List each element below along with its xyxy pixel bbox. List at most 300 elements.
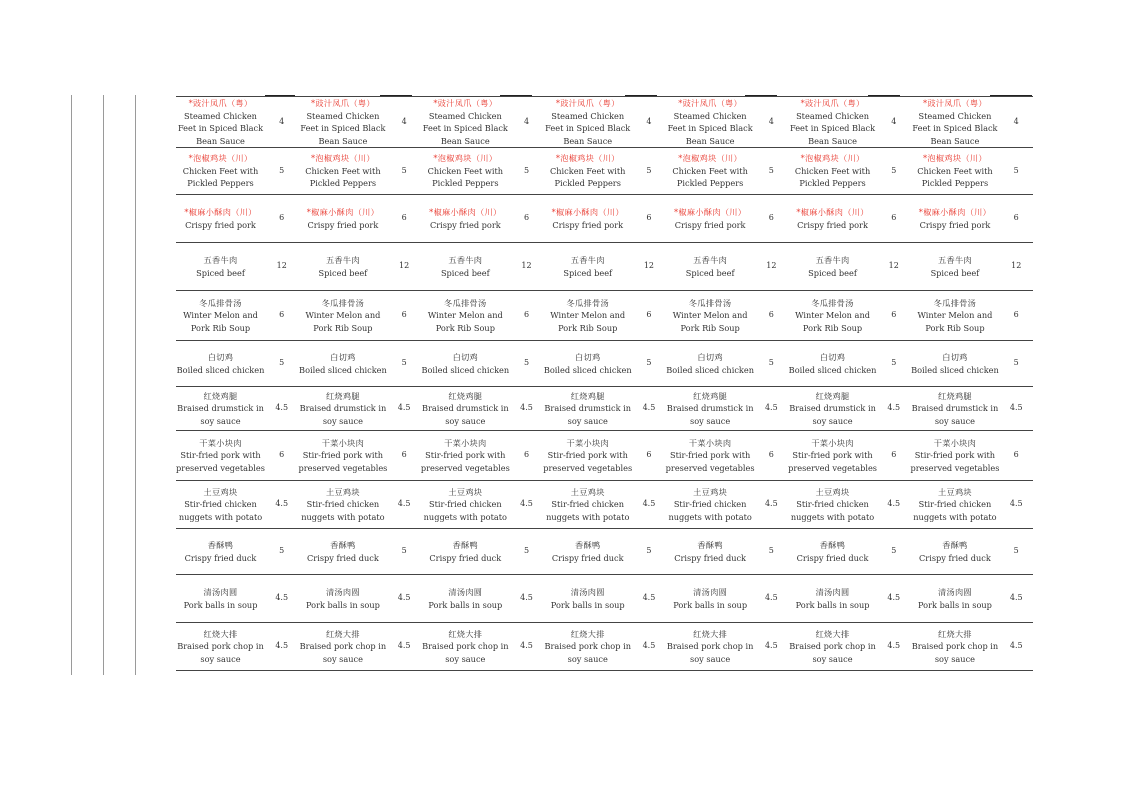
dish-name-en: Crispy fried pork (429, 219, 501, 230)
dish-price: 4.5 (1009, 593, 1023, 603)
dish-price: 6 (401, 450, 407, 460)
dish-name-en: Braised drumstick in soy sauce (299, 403, 387, 426)
dish-name-zh: *泡椒鸡块（川） (800, 153, 865, 164)
dish-name-zh: 干菜小块肉 (933, 437, 977, 448)
dish-name-zh: 香酥鸭 (819, 540, 846, 550)
dish-cell (421, 341, 510, 387)
dish-cell (543, 97, 632, 148)
menu-row (176, 481, 1033, 529)
dish-name-en: Braised drumstick in soy sauce (544, 403, 632, 426)
menu-row (176, 575, 1033, 623)
dish-price: 6 (646, 310, 652, 320)
dish-price: 4.5 (520, 641, 533, 651)
dish-price: 5 (279, 358, 285, 368)
dish-price: 6 (891, 213, 897, 223)
dish-price: 12 (521, 261, 532, 271)
dish-price: 5 (646, 165, 652, 175)
dish-name-en: Pork balls in soup (918, 599, 992, 610)
dish-name-en: Boiled sliced chicken (543, 364, 632, 375)
dish-cell (910, 195, 999, 243)
dish-name-en: Crispy fried pork (797, 219, 868, 230)
dish-name-zh: 白切鸡 (942, 352, 968, 362)
dish-cell (666, 623, 755, 671)
dish-name-zh: 干菜小块肉 (199, 437, 242, 448)
dish-name-zh: *椒麻小酥肉（川） (918, 207, 992, 217)
dish-cell (421, 575, 510, 623)
dish-name-en: Spiced beef (808, 267, 857, 278)
dish-name-en: Braised pork chop in soy sauce (666, 641, 754, 664)
dish-price: 6 (1013, 213, 1019, 223)
dish-name-en: Crispy fried duck (184, 552, 257, 563)
dish-cell (421, 97, 510, 148)
dish-name-zh: *椒麻小酥肉（川） (796, 207, 869, 217)
dish-name-en: Chicken Feet with Pickled Peppers (917, 165, 993, 189)
dish-name-en: Stir-fried pork with preserved vegetables (176, 450, 265, 473)
dish-cell (176, 529, 265, 575)
dish-price: 5 (1013, 546, 1019, 556)
dish-price: 12 (888, 261, 899, 271)
menu-row (176, 195, 1033, 243)
dish-cell (666, 529, 755, 575)
dish-name-en: Pork balls in soup (673, 599, 748, 610)
dish-cell (298, 623, 387, 671)
dish-price: 5 (891, 546, 897, 556)
dish-name-en: Winter Melon and Pork Rib Soup (305, 310, 381, 333)
dish-name-en: Stir-fried chicken nuggets with potato (423, 499, 507, 522)
dish-price: 12 (643, 261, 655, 271)
dish-name-zh: 红烧鸡腿 (937, 390, 972, 401)
dish-cell (788, 431, 877, 481)
dish-price: 5 (1013, 358, 1019, 368)
dish-name-en: Braised pork chop in soy sauce (177, 641, 264, 664)
dish-price: 6 (523, 450, 530, 460)
dish-price: 6 (646, 450, 652, 460)
dish-name-zh: *椒麻小酥肉（川） (673, 207, 747, 217)
dish-name-zh: 清汤肉圆 (203, 587, 238, 597)
dish-cell (298, 529, 387, 575)
dish-price: 4.5 (887, 499, 901, 509)
dish-cell (298, 575, 387, 623)
dish-price: 5 (279, 165, 285, 175)
dish-name-zh: 五香牛肉 (325, 255, 360, 265)
dish-price: 4.5 (397, 641, 411, 651)
dish-price: 4 (401, 116, 407, 126)
dish-name-en: Steamed Chicken Feet in Spiced Black Bean Sauce (667, 110, 753, 146)
dish-name-en: Steamed Chicken Feet in Spiced Black Bean Sauce (422, 110, 508, 146)
dish-cell (788, 341, 877, 387)
dish-name-zh: 白切鸡 (207, 352, 234, 362)
dish-cell (666, 341, 755, 387)
dish-name-en: Boiled sliced chicken (299, 364, 387, 375)
dish-cell (666, 243, 755, 291)
dish-name-zh: 土豆鸡块 (937, 486, 972, 497)
dish-name-zh: 冬瓜排骨汤 (688, 297, 732, 308)
dish-name-zh: 红烧大排 (325, 628, 360, 639)
dish-name-en: Stir-fried chicken nuggets with potato (913, 499, 997, 522)
dish-price: 12 (1011, 261, 1022, 271)
dish-name-zh: 冬瓜排骨汤 (933, 297, 977, 308)
dish-name-en: Braised drumstick in soy sauce (421, 403, 509, 426)
dish-cell (176, 341, 265, 387)
dish-name-zh: *豉汁凤爪（粤） (923, 98, 987, 108)
dish-cell (298, 243, 387, 291)
menu-row (176, 529, 1033, 575)
dish-price: 12 (399, 261, 410, 271)
dish-name-en: Chicken Feet with Pickled Peppers (305, 165, 381, 189)
dish-name-zh: 干菜小块肉 (321, 437, 365, 448)
dish-name-en: Crispy fried duck (796, 552, 869, 563)
dish-price: 6 (646, 213, 652, 223)
dish-cell (298, 195, 387, 243)
dish-name-en: Steamed Chicken Feet in Spiced Black Bean Sauce (300, 110, 386, 146)
dish-name-zh: *泡椒鸡块（川） (555, 153, 620, 164)
dish-name-en: Crispy fried pork (185, 219, 256, 230)
dish-cell (421, 529, 510, 575)
dish-name-zh: 红烧鸡腿 (693, 390, 728, 401)
dish-name-en: Boiled sliced chicken (666, 364, 754, 375)
dish-cell (788, 481, 877, 529)
dish-name-en: Braised pork chop in soy sauce (911, 641, 999, 664)
dish-price: 5 (279, 546, 285, 556)
dish-cell (298, 387, 387, 431)
dish-name-zh: 土豆鸡块 (203, 486, 238, 497)
dish-cell (788, 623, 877, 671)
dish-name-en: Braised drumstick in soy sauce (666, 403, 754, 426)
dish-name-zh: 冬瓜排骨汤 (811, 297, 854, 308)
dish-cell (910, 97, 999, 148)
dish-name-zh: 红烧大排 (693, 628, 728, 639)
dish-price: 5 (768, 546, 774, 556)
dish-cell (910, 575, 999, 623)
dish-price: 5 (891, 358, 897, 368)
dish-cell (543, 529, 632, 575)
dish-name-en: Crispy fried pork (674, 219, 746, 230)
dish-price: 4 (646, 116, 652, 126)
dish-name-en: Stir-fried pork with preserved vegetables (910, 450, 1000, 473)
dish-name-en: Stir-fried chicken nuggets with potato (178, 499, 263, 522)
dish-name-en: Braised pork chop in soy sauce (789, 641, 876, 664)
dish-cell (543, 341, 632, 387)
dish-name-en: Braised drumstick in soy sauce (789, 403, 876, 426)
dish-name-zh: 土豆鸡块 (325, 486, 360, 497)
dish-cell (666, 97, 755, 148)
dish-name-zh: 香酥鸭 (452, 540, 479, 550)
dish-price: 6 (279, 213, 285, 223)
dish-cell (666, 195, 755, 243)
dish-name-zh: *椒麻小酥肉（川） (184, 207, 257, 217)
dish-cell (910, 148, 999, 195)
dish-name-en: Crispy fried duck (674, 552, 747, 563)
dish-cell (910, 481, 999, 529)
dish-name-en: Braised drumstick in soy sauce (177, 403, 264, 426)
dish-name-zh: 干菜小块肉 (444, 437, 487, 448)
dish-cell (421, 387, 510, 431)
dish-name-en: Braised pork chop in soy sauce (299, 641, 387, 664)
dish-name-zh: 干菜小块肉 (566, 437, 609, 448)
dish-name-en: Boiled sliced chicken (788, 364, 877, 375)
dish-cell (910, 243, 999, 291)
dish-name-en: Spiced beef (563, 267, 613, 278)
dish-cell (543, 431, 632, 481)
dish-name-zh: 香酥鸭 (207, 540, 234, 550)
dish-name-zh: *豉汁凤爪（粤） (800, 98, 865, 108)
dish-name-en: Pork balls in soup (305, 599, 380, 610)
dish-price: 4.5 (275, 499, 289, 509)
dish-cell (666, 387, 755, 431)
dish-cell (176, 291, 265, 341)
dish-name-zh: *椒麻小酥肉（川） (306, 207, 380, 217)
dish-name-en: Boiled sliced chicken (421, 364, 510, 375)
dish-cell (298, 431, 387, 481)
dish-name-zh: *椒麻小酥肉（川） (551, 207, 624, 217)
menu-row (176, 431, 1033, 481)
dish-name-en: Stir-fried pork with preserved vegetables (665, 450, 755, 473)
dish-name-zh: 白切鸡 (452, 352, 479, 362)
dish-price: 5 (646, 546, 652, 556)
dish-cell (666, 575, 755, 623)
dish-name-en: Pork balls in soup (183, 599, 258, 610)
dish-price: 12 (276, 261, 287, 271)
dish-name-en: Chicken Feet with Pickled Peppers (672, 165, 748, 189)
dish-name-zh: 红烧大排 (815, 628, 850, 639)
dish-name-en: Pork balls in soup (795, 599, 870, 610)
dish-price: 5 (401, 546, 407, 556)
dish-name-zh: 红烧鸡腿 (570, 390, 605, 401)
dish-name-en: Winter Melon and Pork Rib Soup (917, 310, 993, 333)
dish-name-zh: 香酥鸭 (697, 540, 723, 550)
dish-name-zh: 白切鸡 (574, 352, 601, 362)
dish-price: 6 (401, 310, 407, 320)
dish-name-en: Stir-fried chicken nuggets with potato (301, 499, 385, 522)
dish-name-zh: 五香牛肉 (203, 255, 238, 265)
menu-table (176, 96, 1033, 671)
dish-name-en: Crispy fried pork (919, 219, 991, 230)
dish-name-en: Crispy fried pork (307, 219, 379, 230)
dish-price: 5 (891, 165, 897, 175)
dish-cell (176, 148, 265, 195)
dish-cell (666, 481, 755, 529)
dish-name-zh: 土豆鸡块 (815, 486, 850, 497)
dish-cell (543, 387, 632, 431)
dish-cell (298, 291, 387, 341)
dish-name-en: Crispy fried duck (551, 552, 624, 563)
dish-price: 4.5 (397, 499, 411, 509)
dish-name-zh: 冬瓜排骨汤 (199, 297, 242, 308)
dish-price: 4.5 (520, 499, 533, 509)
dish-name-zh: *豉汁凤爪（粤） (678, 98, 743, 108)
dish-price: 4.5 (642, 593, 656, 603)
dish-cell (666, 431, 755, 481)
dish-name-zh: *泡椒鸡块（川） (678, 153, 743, 164)
dish-price: 4.5 (397, 403, 411, 413)
dish-name-en: Stir-fried chicken nuggets with potato (546, 499, 630, 522)
dish-name-en: Chicken Feet with Pickled Peppers (794, 165, 871, 189)
menu-row (176, 243, 1033, 291)
dish-name-en: Stir-fried pork with preserved vegetables (298, 450, 388, 473)
dish-price: 5 (646, 358, 652, 368)
dish-cell (788, 529, 877, 575)
dish-name-en: Winter Melon and Pork Rib Soup (672, 310, 748, 333)
dish-name-en: Spiced beef (318, 267, 368, 278)
dish-price: 6 (891, 310, 897, 320)
menu-table-body (176, 97, 1033, 671)
dish-price: 4.5 (397, 593, 411, 603)
dish-name-zh: 香酥鸭 (330, 540, 356, 550)
dish-name-zh: 土豆鸡块 (693, 486, 728, 497)
dish-price: 4.5 (642, 641, 656, 651)
menu-row (176, 148, 1033, 195)
dish-name-en: Chicken Feet with Pickled Peppers (182, 165, 259, 189)
dish-cell (176, 481, 265, 529)
dish-name-zh: 冬瓜排骨汤 (444, 297, 487, 308)
dish-cell (176, 387, 265, 431)
dish-name-zh: 五香牛肉 (570, 255, 605, 265)
dish-name-zh: 红烧鸡腿 (448, 390, 483, 401)
dish-cell (788, 195, 877, 243)
dish-name-zh: 清汤肉圆 (693, 587, 728, 597)
dish-price: 5 (523, 546, 530, 556)
dish-price: 4 (279, 116, 285, 126)
dish-cell (788, 387, 877, 431)
dish-cell (543, 195, 632, 243)
dish-name-zh: *泡椒鸡块（川） (188, 153, 253, 164)
dish-price: 4.5 (764, 499, 778, 509)
margin-rule (71, 95, 72, 675)
dish-name-zh: 清汤肉圆 (815, 587, 850, 597)
dish-price: 6 (523, 310, 530, 320)
dish-price: 4.5 (275, 641, 289, 651)
dish-cell (788, 148, 877, 195)
dish-cell (910, 291, 999, 341)
dish-name-zh: 白切鸡 (330, 352, 356, 362)
dish-name-zh: 清汤肉圆 (937, 587, 972, 597)
dish-name-zh: 干菜小块肉 (811, 437, 854, 448)
dish-cell (543, 481, 632, 529)
dish-name-en: Winter Melon and Pork Rib Soup (427, 310, 503, 333)
dish-cell (788, 243, 877, 291)
dish-name-zh: *泡椒鸡块（川） (923, 153, 987, 164)
dish-price: 4 (891, 116, 897, 126)
dish-name-zh: 五香牛肉 (693, 255, 728, 265)
dish-cell (176, 623, 265, 671)
dish-price: 4.5 (1009, 641, 1023, 651)
dish-name-zh: *豉汁凤爪（粤） (188, 98, 253, 108)
dish-name-en: Spiced beef (440, 267, 490, 278)
dish-price: 4.5 (520, 403, 533, 413)
dish-cell (543, 291, 632, 341)
dish-price: 5 (768, 165, 774, 175)
dish-name-en: Braised drumstick in soy sauce (911, 403, 999, 426)
dish-name-en: Crispy fried duck (919, 552, 991, 563)
dish-name-en: Spiced beef (196, 267, 245, 278)
dish-name-en: Chicken Feet with Pickled Peppers (427, 165, 504, 189)
dish-price: 4.5 (642, 499, 656, 509)
dish-price: 6 (279, 310, 285, 320)
dish-name-en: Boiled sliced chicken (176, 364, 265, 375)
dish-cell (298, 97, 387, 148)
dish-name-en: Chicken Feet with Pickled Peppers (550, 165, 626, 189)
dish-cell (543, 575, 632, 623)
dish-price: 6 (401, 213, 407, 223)
dish-price: 6 (768, 213, 774, 223)
dish-price: 6 (768, 310, 774, 320)
dish-cell (543, 623, 632, 671)
dish-name-zh: 红烧大排 (937, 628, 972, 639)
dish-cell (421, 431, 510, 481)
dish-price: 4.5 (887, 593, 901, 603)
dish-name-en: Steamed Chicken Feet in Spiced Black Bean Sauce (545, 110, 631, 146)
dish-price: 4.5 (1009, 499, 1023, 509)
dish-name-zh: 香酥鸭 (574, 540, 601, 550)
dish-name-en: Winter Melon and Pork Rib Soup (550, 310, 626, 333)
dish-cell (421, 481, 510, 529)
dish-name-zh: 土豆鸡块 (448, 486, 483, 497)
dish-cell (421, 291, 510, 341)
dish-name-zh: *豉汁凤爪（粤） (433, 98, 498, 108)
dish-cell (421, 243, 510, 291)
dish-name-en: Stir-fried chicken nuggets with potato (790, 499, 875, 522)
margin-rule (103, 95, 104, 675)
dish-price: 5 (523, 165, 530, 175)
dish-name-zh: 冬瓜排骨汤 (321, 297, 365, 308)
dish-name-zh: 五香牛肉 (815, 255, 850, 265)
dish-cell (788, 97, 877, 148)
dish-cell (910, 529, 999, 575)
dish-cell (788, 291, 877, 341)
dish-price: 4.5 (764, 641, 778, 651)
dish-name-en: Braised pork chop in soy sauce (422, 641, 509, 664)
dish-price: 4.5 (764, 593, 778, 603)
dish-name-en: Spiced beef (685, 267, 735, 278)
dish-cell (666, 148, 755, 195)
menu-row (176, 291, 1033, 341)
menu-row (176, 623, 1033, 671)
dish-name-en: Winter Melon and Pork Rib Soup (795, 310, 870, 333)
dish-cell (543, 148, 632, 195)
dish-price: 4.5 (887, 641, 901, 651)
dish-price: 4.5 (1009, 403, 1023, 413)
dish-cell (176, 575, 265, 623)
dish-name-zh: 红烧鸡腿 (325, 390, 360, 401)
dish-cell (298, 481, 387, 529)
dish-cell (176, 97, 265, 148)
dish-cell (176, 431, 265, 481)
menu-row (176, 97, 1033, 148)
dish-name-zh: *椒麻小酥肉（川） (429, 207, 502, 217)
dish-name-zh: 红烧鸡腿 (203, 390, 238, 401)
dish-name-en: Braised pork chop in soy sauce (544, 641, 631, 664)
dish-cell (298, 341, 387, 387)
dish-price: 4.5 (764, 403, 778, 413)
dish-name-zh: 清汤肉圆 (325, 587, 360, 597)
dish-name-en: Crispy fried pork (552, 219, 624, 230)
dish-cell (910, 431, 999, 481)
dish-price: 4 (523, 116, 530, 126)
dish-name-en: Stir-fried pork with preserved vegetables (788, 450, 877, 473)
dish-name-zh: 白切鸡 (819, 352, 846, 362)
dish-name-en: Winter Melon and Pork Rib Soup (183, 310, 258, 333)
dish-name-zh: 五香牛肉 (937, 255, 972, 265)
dish-name-zh: 清汤肉圆 (570, 587, 605, 597)
menu-row (176, 387, 1033, 431)
dish-name-en: Pork balls in soup (428, 599, 503, 610)
dish-price: 4.5 (642, 403, 656, 413)
dish-cell (421, 623, 510, 671)
dish-name-zh: 红烧大排 (448, 628, 483, 639)
dish-cell (910, 623, 999, 671)
dish-price: 6 (768, 450, 774, 460)
dish-cell (543, 243, 632, 291)
